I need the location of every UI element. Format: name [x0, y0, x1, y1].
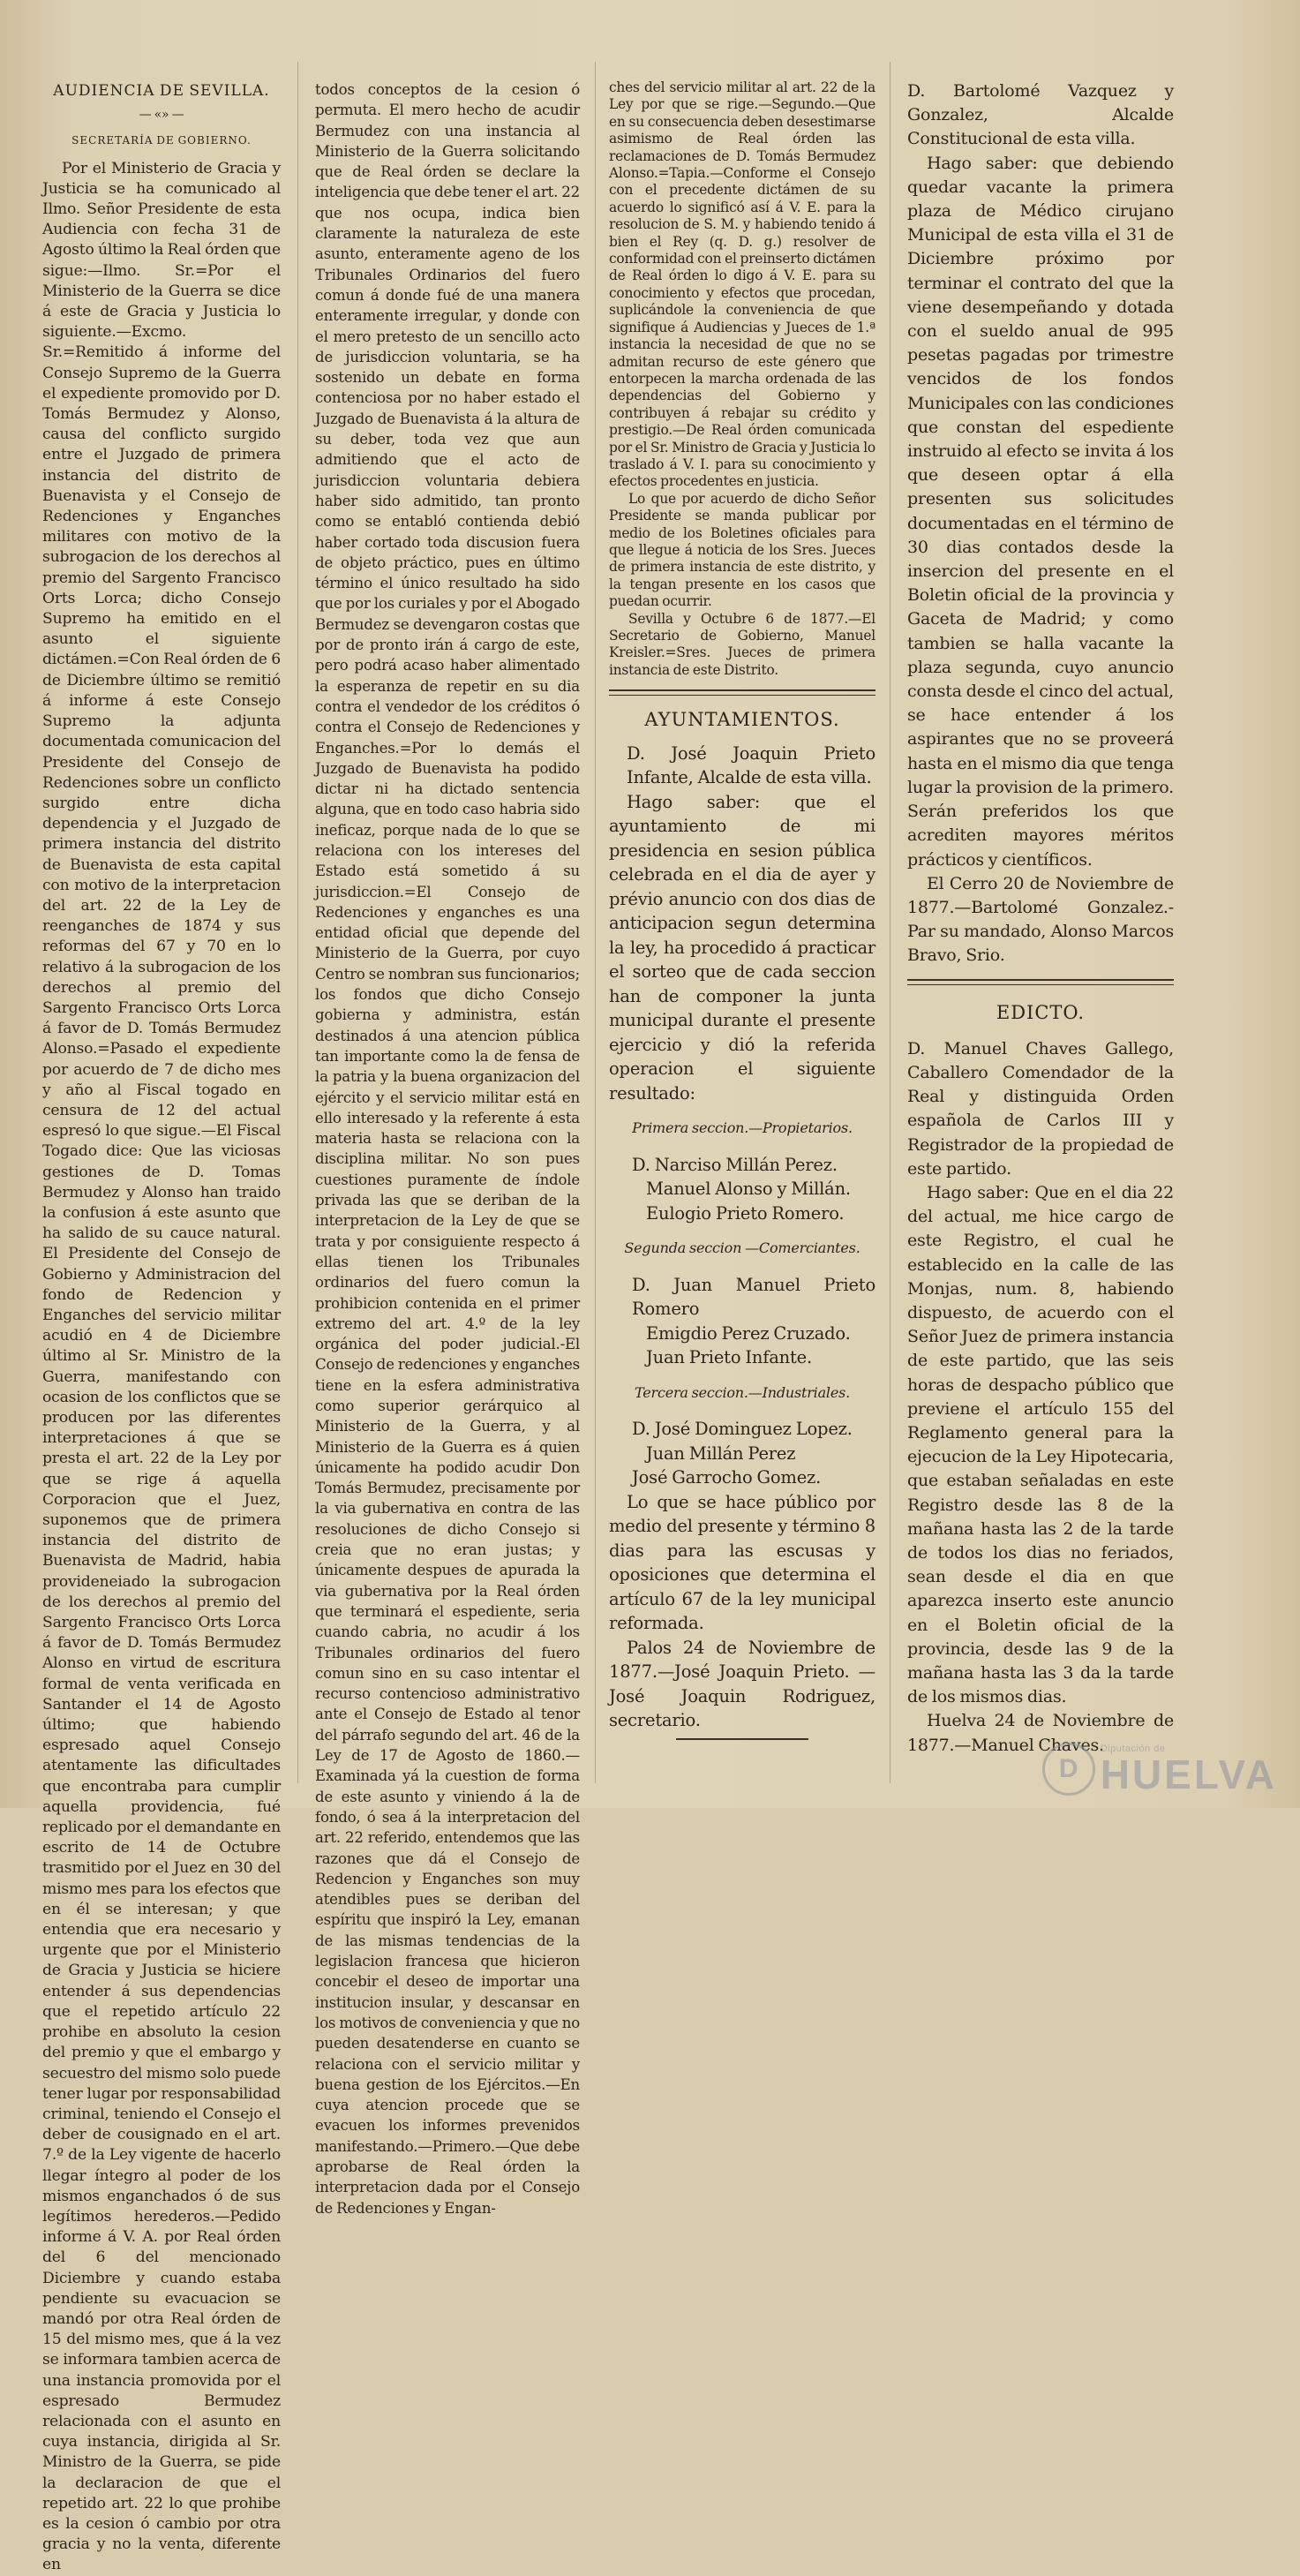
article-body-continued: ches del servicio militar al art. 22 de la Ley por que se rige.—Segundo.—Que en su consecuencia deben desestimarse asimismo de Real órden las reclamaciones de D. Tomás Bermudez Alonso.=Tapia.—Conforme el Consejo con el precedente dictámen de su acuerdo lo significó así á V. E. para la resolucion de S. M. y habiendo tenido á bien el Rey (q. D. g.) resolver de conformidad con el preinserto dictámen de Real órden lo digo á V. E. para su conocimiento y efectos que procedan, suplicándole la conveniencia de que signifique á Audiencias y Jueces de 1.ª instancia la necesidad de que no se admitan recurso de este género que entorpecen la marcha ordenada de las dependencias del Gobierno y contribuyen á rebajar su crédito y prestigio.—De Real órden comunicada por el Sr. Ministro de Gracia y Justicia lo traslado á V. I. para su conocimiento y efectos procedentes en justicia.	[609, 79, 875, 490]
article-body: Por el Ministerio de Gracia y Justicia se ha comunicado al Ilmo. Señor Presidente de esta Audiencia con fecha 31 de Agosto último la Real órden que sigue:—Ilmo. Sr.=Por el Ministerio de la Guerra se dice á este de Gracia y Justicia lo siguiente.—Excmo. Sr.=Remitido á informe del Consejo Supremo de la Guerra el expediente promovido por D. Tomás Bermudez y Alonso, causa del conflicto surgido entre el Juzgado de primera instancia del distrito de Buenavista y el Consejo de Redenciones y Enganches militares con motivo de la subrogacion de los derechos al premio del Sargento Francisco Orts Lorca; dicho Consejo Supremo ha emitido en el asunto el siguiente dictámen.=Con Real órden de 6 de Diciembre último se remitió á informe á este Consejo Supremo la adjunta documentada comunicacion del Presidente del Consejo de Redenciones sobre un conflicto surgido entre dicha dependencia y el Juzgado de primera instancia del distrito de Buenavista de esta capital con motivo de la interpretacion del art. 22 de la Ley de reenganches de 1874 y sus reformas del 67 y 70 en lo relativo á la subrogacion de los derechos al premio del Sargento Francisco Orts Lorca á favor de D. Tomás Bermudez Alonso.=Pasado el expediente por acuerdo de 7 de dicho mes y año al Fiscal togado en censura de 12 del actual espresó lo que sigue.—El Fiscal Togado dice: Que las viciosas gestiones de D. Tomas Bermudez y Alonso han traido la confusion á este asunto que ha salido de su cauce natural. El Presidente del Consejo de Gobierno y Administracion del fondo de Redencion y Enganches del servicio militar acudió en 4 de Diciembre último al Sr. Ministro de la Guerra, manifestando con ocasion de los conflictos que se producen por las diferentes interpretaciones á que se presta el art. 22 de la Ley por que se rige á aquella Corporacion que el Juez, suponemos que de primera instancia del distrito de Buenavista de Madrid, habia provideneiado la subrogacion de los derechos al premio del Sargento Francisco Orts Lorca á favor de D. Tomás Bermudez Alonso en virtud de escritura formal de venta verificada en Santander el 14 de Agosto último; que habiendo espresado aquel Consejo atentamente las dificultades que encontraba para cumplir aquella providencia, fué replicado por el demandante en escrito de 14 de Octubre trasmitido por el Juez en 30 del mismo mes para los efectos que en él se interesan; y que entendia que era necesario y urgente que por el Ministerio de Gracia y Justicia se hiciere entender á sus dependencias que el repetido artículo 22 prohibe en absoluto la cesion del premio y que el embargo y secuestro del mismo solo puede tener lugar por responsabilidad criminal, teniendo el Consejo el deber de cousignado en el art. 7.º de la Ley vigente de hacerlo llegar íntegro al poder de los mismos enganchados ó de sus legítimos herederos.—Pedido informe á V. A. por Real órden del 6 del mencionado Diciembre y cuando estaba pendiente su evacuacion se mandó por otra Real órden de 15 del mismo mes, que á la vez se informara tambien acerca de una instancia promovida por el espresado Bermudez relacionada con el asunto en cuya instancia, dirigida al Sr. Ministro de la Guerra, se pide la declaracion de que el repetido art. 22 lo que prohibe es la cesion ó cambio por otra gracia y no la venta, diferente en	[42, 159, 281, 2574]
notice-closing: Lo que se hace público por medio del presente y término 8 dias para las escusas y oposiciones que determina el artículo 67 de la ley municipal reformada.	[609, 1491, 875, 1634]
column-2	[315, 79, 580, 2217]
column-1	[42, 79, 281, 2574]
column-3	[609, 79, 875, 1761]
name-list	[609, 1153, 875, 1226]
article-signature: Sevilla y Octubre 6 de 1877.—El Secretario de Gobierno, Manuel Kreisler.=Sres. Jueces de primera instancia de este Distrito.	[609, 610, 875, 678]
list-item: Emigdio Perez Cruzado.	[646, 1322, 851, 1344]
watermark-text	[1101, 1744, 1277, 1795]
list-item: D. Juan Manuel Prieto Romero	[632, 1274, 875, 1320]
archive-watermark	[1042, 1743, 1277, 1796]
list-item: Manuel Alonso y Millán.	[646, 1179, 851, 1200]
column-4	[907, 79, 1174, 1774]
edicto-intro: D. Manuel Chaves Gallego, Caballero Comendador de la Real y distinguida Orden española de Carlos III y Registrador de la propiedad de este partido.	[907, 1038, 1174, 1179]
list-item: Eulogio Prieto Romero.	[646, 1202, 845, 1224]
list-item: José Garrocho Gomez.	[632, 1467, 822, 1488]
notice-date: El Cerro 20 de Noviembre de 1877.—Bartolomé Gonzalez.-Par su mandado, Alonso Marcos Bravo, Srio.	[907, 873, 1174, 966]
column-divider	[595, 62, 596, 1783]
notice-intro: D. Bartolomé Vazquez y Gonzalez, Alcalde Constitucional de esta villa.	[907, 81, 1174, 149]
edicto-body: Hago saber: Que en el dia 22 del actual, me hice cargo de este Registro, el cual he establecido en la calle de las Monjas, num. 8, habiendo dispuesto, de acuerdo con el Señor Juez de primera instancia de este partido, que las seis horas de despacho público que previene el artículo 155 del Reglamento general para la ejecucion de la Ley Hipotecaria, que estaban señaladas en este Registro desde las 8 de la mañana hasta las 2 de la tarde de todos los dias no feriados, sean desde el dia en que aparezca inserto este anuncio en el Boletin oficial de la provincia, desde las 9 de la mañana hasta las 3 da la tarde de los mismos dias.	[907, 1182, 1174, 1707]
section-separator	[609, 689, 875, 696]
edicto-date: Huelva 24 de Noviembre de 1877.—Manuel Chaves.	[907, 1711, 1174, 1755]
section-subheader: SECRETARÍA DE GOBIERNO.	[71, 134, 252, 147]
notice-body: Hago saber: que el ayuntamiento de mi presidencia en sesion pública celebrada en el dia de ayer y prévio anuncio con dos dias de anticipacion segun determina la ley, ha procedido á practicar el sorteo que de cada seccion han de componer la junta municipal durante el presente ejercicio y dió la referida operacion el siguiente resultado:	[609, 791, 875, 1103]
small-separator	[676, 1738, 808, 1740]
section-label: Tercera seccion.—Industriales.	[635, 1383, 850, 1401]
list-item: D. José Dominguez Lopez.	[632, 1419, 853, 1440]
watermark-big-text: HUELVA	[1100, 1751, 1277, 1797]
article-body-continued: todos conceptos de la cesion ó permuta. El mero hecho de acudir Bermudez con una instancia al Ministerio de la Guerra solicitando que de Real órden se declare la inteligencia que debe tener el art. 22 que nos ocupa, indica bien claramente la naturaleza de este asunto, enteramente ageno de los Tribunales Ordinarios del fuero comun á donde fué de una manera enteramente irregular, y donde con el mero pretesto de un sencillo acto de jurisdiccion voluntaria, se ha sostenido un debate en forma contenciosa por no haber estado el Juzgado de Buenavista á la altura de su deber, toda vez que aun admitiendo que el acto de jurisdiccion voluntaria debiera haber sido admitido, tan pronto como se entabló contienda debió haber cortado toda discusion fuera de objeto práctico, pues en último término el único resultado ha sido que por los curiales y por el Abogado Bermudez se devengaron costas que por de pronto irán á cargo de este, pero podrá acaso haber alimentado la esperanza de repetir en su dia contra el vendedor de los créditos ó contra el Consejo de Redenciones y Enganches.=Por lo demás el Juzgado de Buenavista ha podido dictar ni ha dictado sentencia alguna, que en todo caso habria sido ineficaz, porque nada de lo que se relaciona con los intereses del Estado está sometido á su jurisdiccion.=El Consejo de Redenciones y enganches es una entidad oficial que depende del Ministerio de la Guerra, por cuyo Centro se nombran sus funcionarios; los fondos que dicho Consejo gobierna y administra, están destinados á una atencion pública tan importante como la de fensa de la patria y la buena organizacion del ejército y el servicio militar está en ello interesado y la referente á esta materia hasta se relaciona con la disciplina militar. No son pues cuestiones puramente de índole privada las que se deriban de la interpretacion de la Ley de que se trata y por consiguiente respecto á ellas tienen los Tribunales ordinarios del fuero comun la prohibicion contenida en el primer extremo del art. 4.º de la ley orgánica del poder judicial.-El Consejo de redenciones y enganches tiene en la esfera administrativa como superior gerárquico al Ministerio de la Guerra, y al Ministerio de la Guerra es á quien únicamente ha podido acudir Don Tomás Bermudez, precisamente por la via gubernativa en contra de las resoluciones de dicho Consejo si creia que no eran justas; y únicamente despues de apurada la via gubernativa por la Real órden que terminará el espediente, seria cuando cabria, no acudir á los Tribunales ordinarios del fuero comun sino en su caso intentar el recurso contencioso administrativo ante el Consejo de Estado al tenor del párrafo segundo del art. 46 de la Ley de 17 de Agosto de 1860.—Examinada yá la cuestion de forma de este asunto y viniendo á la de fondo, ó sea á la interpretacion del art. 22 referido, entendemos que las razones que dá el Consejo de Redencion y Enganches son muy atendibles pues se deriban del espíritu que inspiró la Ley, emanan de las mismas tendencias de la legislacion francesa que hicieron concebir el deseo de importar una institucion insular, y descansar en los motivos de conveniencia y que no pueden desatenderse en cuanto se relaciona con el servicio militar y buena gestion de los Ejércitos.—En cuya atencion procede que se evacuen los informes prevenidos manifestando.—Primero.—Que debe aprobarse de Real órden la interpretacion dada por el Consejo de Redenciones y Engan-	[315, 81, 580, 2217]
section-header-edicto: EDICTO.	[996, 1001, 1086, 1023]
header-ornament: — «» —	[139, 108, 184, 123]
watermark-small-text: Diputación de	[1100, 1743, 1166, 1754]
ayuntamiento-notice	[609, 742, 875, 1740]
notice-date: Palos 24 de Noviembre de 1877.—José Joaquin Prieto. —José Joaquin Rodriguez, secretario.	[609, 1637, 875, 1731]
section-separator	[907, 979, 1174, 985]
publication-note: Lo que por acuerdo de dicho Señor Presidente se manda publicar por medio de los Boletines oficiales para que llegue á noticia de los Sres. Jueces de primera instancia de este distrito, y la tengan presente en los casos que puedan ocurrir.	[609, 490, 875, 610]
archive-logo-icon: D	[1042, 1743, 1095, 1796]
section-header-ayuntamientos: AYUNTAMIENTOS.	[644, 709, 840, 731]
name-list	[609, 1417, 875, 1490]
name-list	[609, 1273, 875, 1370]
section-header-audiencia: AUDIENCIA DE SEVILLA.	[53, 82, 270, 100]
list-item: D. Narciso Millán Perez.	[632, 1154, 838, 1175]
column-divider	[297, 62, 298, 1783]
list-item: Juan Prieto Infante.	[646, 1347, 812, 1368]
section-label: Segunda seccion —Comerciantes.	[624, 1239, 860, 1257]
list-item: Juan Millán Perez	[646, 1442, 796, 1464]
section-label: Primera seccion.—Propietarios.	[632, 1119, 853, 1137]
notice-intro: D. José Joaquin Prieto Infante, Alcalde de esta villa.	[627, 742, 875, 788]
notice-body: Hago saber: que debiendo quedar vacante la primera plaza de Médico cirujano Municipal de esta villa el 31 de Diciembre próximo por terminar el contrato del que la viene desempeñando y dotada con el sueldo anual de 995 pesetas pagadas por trimestre vencidos de los fondos Municipales con las condiciones que constan del espediente instruido al efecto se invita á los que deseen optar á ella presenten sus solicitudes documentadas en el término de 30 dias contados desde la insercion del presente en el Boletin oficial de la provincia y Gaceta de Madrid; y como tambien se halla vacante la plaza segunda, cuyo anuncio consta desde el cinco del actual, se hace entender á los aspirantes que no se proveerá hasta en el mismo dia que tenga lugar la provision de la primero. Serán preferidos los que acrediten mayores méritos prácticos y científicos.	[907, 153, 1174, 870]
